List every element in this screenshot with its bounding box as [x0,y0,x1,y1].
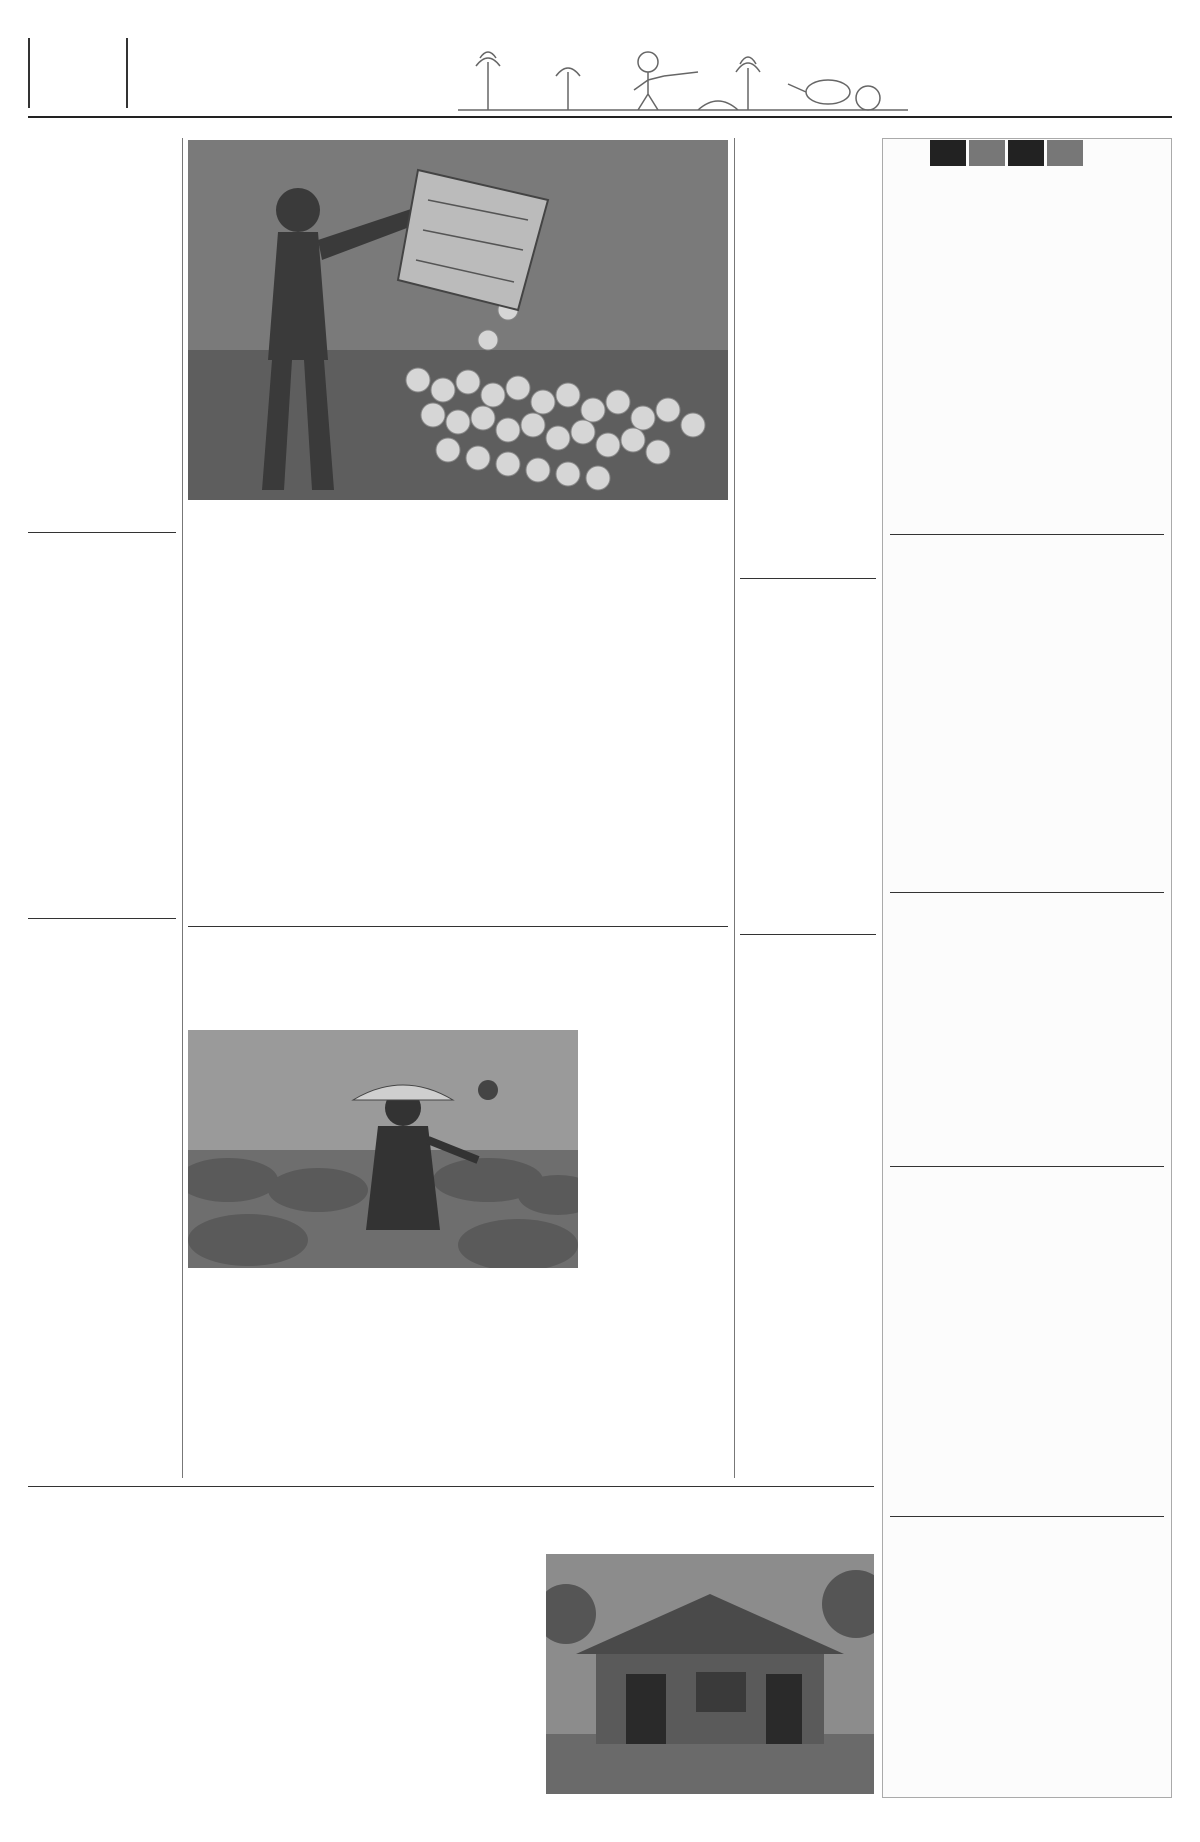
brief-item [890,176,1164,526]
tea-photo [188,1030,578,1268]
page-number [28,38,128,108]
briefs-label [930,140,1083,166]
story-tea [188,1274,728,1474]
story-tagore [740,586,876,928]
brief-item [890,1524,1164,1794]
kachari-photo [546,1554,874,1794]
brief-item [890,542,1164,884]
masthead [28,28,1172,118]
brief-item [890,1174,1164,1510]
briefs-label-char [930,140,966,166]
brief-item [890,900,1164,1160]
story-kachari [28,1550,538,1794]
briefs-label-char [1008,140,1044,166]
amra-photo [188,140,728,500]
briefs-label-char [1047,140,1083,166]
briefs-label-char [969,140,1005,166]
story-bgb [28,926,176,1482]
masthead-illustration [448,32,918,114]
story-tarash [28,140,176,520]
story-cu [740,942,876,1478]
story-urea [28,540,176,910]
story-school [740,140,876,570]
story-amra [188,632,728,922]
